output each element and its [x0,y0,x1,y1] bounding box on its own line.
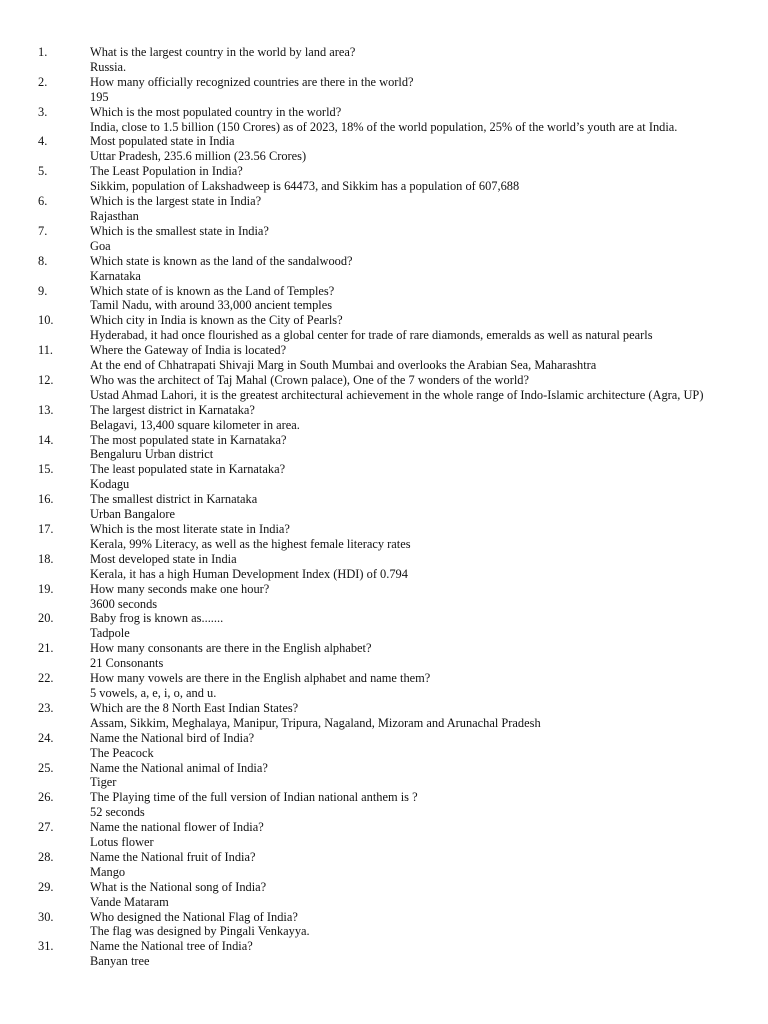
qa-item [0,582,768,612]
qa-item [0,671,768,701]
question-number: 13. [38,402,54,417]
answer-text: Lotus flower [90,835,154,850]
question-number: 10. [38,313,54,328]
question-number: 27. [38,820,54,835]
question-text: Which city in India is known as the City of Pearls? [90,313,343,328]
qa-item [0,701,768,731]
qa-item [0,522,768,552]
qa-item [0,105,768,135]
answer-text: Tamil Nadu, with around 33,000 ancient temples [90,298,333,313]
question-text: Name the National tree of India? [90,939,253,954]
question-number: 31. [38,939,54,954]
qa-item [0,45,768,75]
question-number: 15. [38,462,54,477]
answer-text: The flag was designed by Pingali Venkayya. [90,924,310,939]
qa-item [0,910,768,940]
question-number: 3. [38,104,48,119]
qa-item [0,343,768,373]
question-text: Which state is known as the land of the sandalwood? [90,253,353,268]
question-number: 26. [38,790,54,805]
question-text: Name the National bird of India? [90,730,255,745]
answer-text: Goa [90,238,111,253]
question-number: 11. [38,343,54,358]
answer-text: Bengaluru Urban district [90,447,214,462]
question-number: 21. [38,641,54,656]
answer-text: Ustad Ahmad Lahori, it is the greatest architectural achievement in the whole range of Indo-Islamic architecture (Agra, UP) [90,387,704,402]
question-text: How many vowels are there in the English alphabet and name them? [90,671,431,686]
question-text: How many seconds make one hour? [90,581,270,596]
answer-text: India, close to 1.5 billion (150 Crores) as of 2023, 18% of the world population, 25% of the world’s youth are at India. [90,119,678,134]
qa-item [0,790,768,820]
question-text: What is the National song of India? [90,879,267,894]
question-text: The smallest district in Karnataka [90,492,258,507]
question-text: Which are the 8 North East Indian States? [90,700,299,715]
answer-text: Uttar Pradesh, 235.6 million (23.56 Crores) [90,149,307,164]
question-number: 17. [38,522,54,536]
question-number: 18. [38,551,54,566]
answer-text: Banyan tree [90,954,150,969]
question-number: 5. [38,164,48,179]
answer-text: Urban Bangalore [90,507,175,522]
answer-text: 5 vowels, a, e, i, o, and u. [90,685,217,700]
question-text: Who designed the National Flag of India? [90,909,298,924]
question-text: The Playing time of the full version of Indian national anthem is ? [90,790,418,805]
answer-text: Belagavi, 13,400 square kilometer in area. [90,417,300,432]
question-number: 30. [38,909,54,924]
question-number: 4. [38,134,48,149]
question-text: The least populated state in Karnataka? [90,462,286,477]
question-number: 7. [38,223,48,238]
question-number: 19. [38,581,54,596]
question-text: The Least Population in India? [90,164,243,179]
qa-item [0,552,768,582]
question-text: Name the National fruit of India? [90,849,256,864]
question-number: 25. [38,760,54,775]
qa-item [0,284,768,314]
question-number: 23. [38,700,54,715]
qa-item [0,611,768,641]
qa-item [0,134,768,164]
question-number: 22. [38,671,54,686]
question-text: Which is the smallest state in India? [90,223,269,238]
qa-item [0,373,768,403]
question-number: 8. [38,253,48,268]
answer-text: Kerala, 99% Literacy, as well as the highest female literacy rates [90,536,411,551]
answer-text: Assam, Sikkim, Meghalaya, Manipur, Tripura, Nagaland, Mizoram and Arunachal Pradesh [90,715,541,730]
question-text: What is the largest country in the world by land area? [90,45,356,59]
qa-item [0,403,768,433]
answer-text: Russia. [90,59,127,74]
qa-item [0,731,768,761]
answer-text: Vande Mataram [90,894,169,909]
question-number: 29. [38,879,54,894]
answer-text: Sikkim, population of Lakshadweep is 64473, and Sikkim has a population of 607,688 [90,179,520,194]
question-number: 12. [38,372,54,387]
qa-item [0,164,768,194]
question-number: 14. [38,432,54,447]
answer-text: 21 Consonants [90,656,164,671]
question-text: Which state of is known as the Land of Temples? [90,283,335,298]
question-text: Name the national flower of India? [90,820,264,835]
question-text: Name the National animal of India? [90,760,268,775]
qa-item [0,75,768,105]
qa-item [0,492,768,522]
question-text: Most populated state in India [90,134,235,149]
question-number: 20. [38,611,54,626]
answer-text: 195 [90,89,109,104]
qa-item [0,433,768,463]
question-number: 9. [38,283,48,298]
qa-item [0,462,768,492]
question-number: 6. [38,194,48,209]
qa-item [0,939,768,969]
question-number: 1. [38,45,48,59]
question-text: Where the Gateway of India is located? [90,343,287,358]
qa-item [0,194,768,224]
question-number: 28. [38,849,54,864]
answer-text: Hyderabad, it had once flourished as a global center for trade of rare diamonds, emeralds as well as natural pearls [90,328,653,343]
answer-text: Kerala, it has a high Human Development Index (HDI) of 0.794 [90,566,408,581]
question-number: 16. [38,492,54,507]
question-text: Baby frog is known as....... [90,611,224,626]
qa-item [0,850,768,880]
question-text: How many consonants are there in the English alphabet? [90,641,372,656]
answer-text: 52 seconds [90,805,145,820]
answer-text: Mango [90,864,126,879]
answer-text: Karnataka [90,268,141,283]
qa-item [0,761,768,791]
answer-text: At the end of Chhatrapati Shivaji Marg in South Mumbai and overlooks the Arabian Sea, Maharashtra [90,358,597,373]
question-text: Which is the largest state in India? [90,194,262,209]
qa-list [0,45,768,969]
answer-text: The Peacock [90,745,154,760]
qa-item [0,820,768,850]
answer-text: Kodagu [90,477,130,492]
answer-text: Rajasthan [90,208,139,223]
answer-text: 3600 seconds [90,596,158,611]
question-text: How many officially recognized countries are there in the world? [90,74,414,89]
qa-item [0,880,768,910]
qa-item [0,224,768,254]
answer-text: Tadpole [90,626,130,641]
question-number: 2. [38,74,48,89]
question-text: Which is the most literate state in India? [90,522,290,536]
question-text: Who was the architect of Taj Mahal (Crown palace), One of the 7 wonders of the world? [90,372,529,387]
question-text: Which is the most populated country in the world? [90,104,342,119]
question-text: Most developed state in India [90,551,237,566]
answer-text: Tiger [90,775,117,790]
qa-item [0,641,768,671]
question-text: The most populated state in Karnataka? [90,432,287,447]
question-number: 24. [38,730,54,745]
qa-item [0,254,768,284]
question-text: The largest district in Karnataka? [90,402,255,417]
qa-item [0,313,768,343]
